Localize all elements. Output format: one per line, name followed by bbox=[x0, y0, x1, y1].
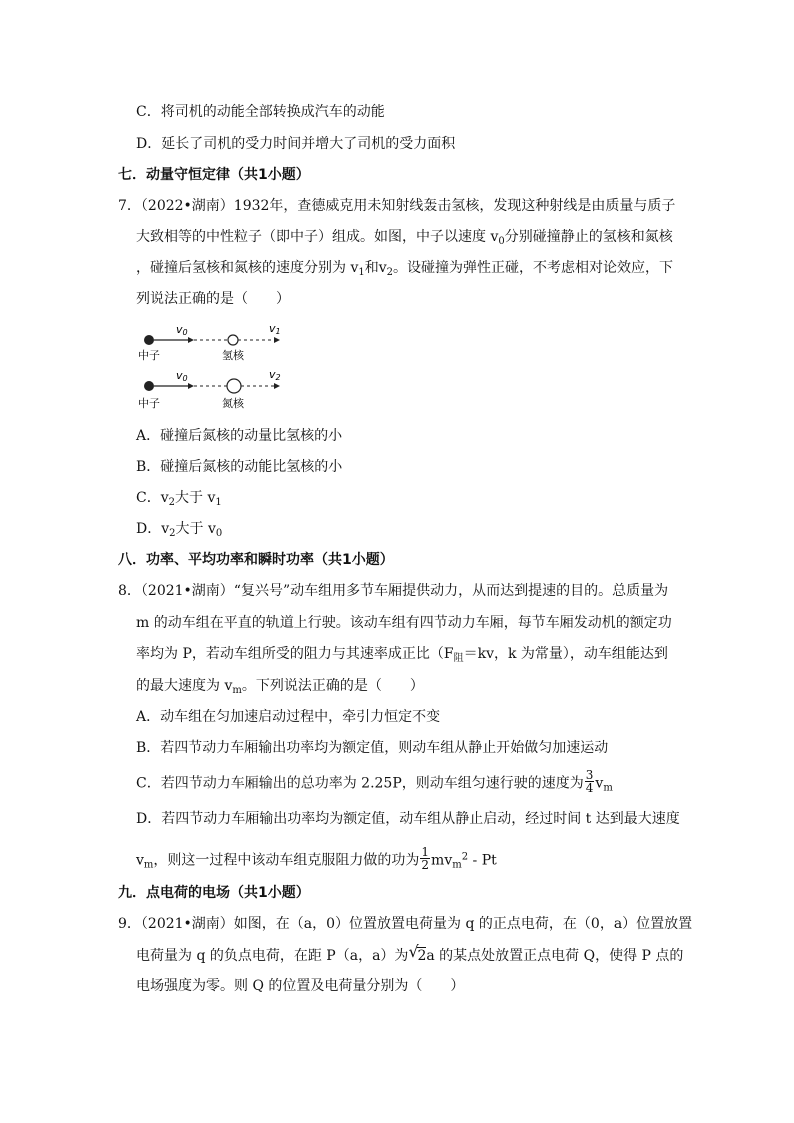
q7-option-b: B．碰撞后氮核的动能比氢核的小 bbox=[136, 459, 343, 475]
fraction-one-half: $\frac{1}{2}$ bbox=[421, 845, 430, 872]
q6-option-d: D．延长了司机的受力时间并增大了司机的受力面积 bbox=[136, 136, 456, 152]
neutron-label-1: 中子 bbox=[138, 349, 160, 362]
q8-option-b: B．若四节动力车厢输出功率均为额定值，则动车组从静止开始做匀加速运动 bbox=[136, 740, 609, 756]
collision-diagram-svg bbox=[136, 318, 296, 418]
v0-label-2: v0 bbox=[176, 369, 188, 383]
neutron-dot-2 bbox=[144, 381, 154, 391]
v0-arrowhead-1 bbox=[188, 337, 194, 343]
section-8-heading: 八．功率、平均功率和瞬时功率（共1小题） bbox=[118, 552, 394, 568]
neutron-label-2: 中子 bbox=[138, 397, 160, 410]
fraction-three-quarters: $\frac{3}{4}$ bbox=[585, 768, 594, 795]
v0-arrowhead-2 bbox=[188, 383, 194, 389]
q7-stem-line3: ，碰撞后氢核和氮核的速度分别为 $v_1$和$v_2$。设碰撞为弹性正碰，不考虑相对论效应，下 bbox=[136, 260, 674, 278]
q9-stem-line1: 9．（2021•湖南）如图，在（a，0）位置放置电荷量为 q 的正点电荷，在（0，a）位置放置 bbox=[118, 916, 693, 932]
nitrogen-nucleus bbox=[227, 379, 241, 393]
q7-stem-line2: 大致相等的中性粒子（即中子）组成。如图，中子以速度 $v_0$分别碰撞静止的氢核和氮核 bbox=[136, 229, 673, 247]
v1-label: v1 bbox=[269, 322, 281, 336]
v2-label: v2 bbox=[269, 368, 281, 382]
q8-stem-line2: m 的动车组在平直的轨道上行驶。该动车组有四节动力车厢，每节车厢发动机的额定功 bbox=[136, 615, 672, 631]
q8-stem-line4: 的最大速度为 $v_m$。下列说法正确的是（ ） bbox=[136, 678, 424, 696]
q8-stem-line1: 8．（2021•湖南）“复兴号”动车组用多节车厢提供动力，从而达到提速的目的。总质量为 bbox=[118, 583, 669, 599]
v1-arrowhead bbox=[274, 337, 280, 343]
section-9-heading: 九．点电荷的电场（共1小题） bbox=[118, 885, 310, 901]
q8-option-a: A．动车组在匀加速启动过程中，牵引力恒定不变 bbox=[136, 709, 441, 725]
q7-option-c: C．$v_2$大于 $v_1$ bbox=[136, 490, 222, 508]
q8-option-d-line2: $v_m$，则这一过程中该动车组克服阻力做的功为 $\frac{1}{2}$ $mv_m^2$ - Pt bbox=[136, 845, 497, 872]
q7-option-d: D．$v_2$大于 $v_0$ bbox=[136, 521, 223, 539]
hydrogen-label: 氢核 bbox=[222, 349, 244, 362]
neutron-dot-1 bbox=[144, 335, 154, 345]
q8-stem-line3: 率均为 P，若动车组所受的阻力与其速率成正比（$F_阻=kv$，k 为常量），动车组能达到 bbox=[136, 646, 668, 664]
q7-option-a: A．碰撞后氮核的动量比氢核的小 bbox=[136, 428, 343, 444]
q8-option-d-line1: D．若四节动力车厢输出功率均为额定值，动车组从静止启动，经过时间 t 达到最大速度 bbox=[136, 811, 680, 827]
q7-stem-line4: 列说法正确的是（ ） bbox=[136, 291, 290, 307]
q9-stem-line3: 电场强度为零。则 Q 的位置及电荷量分别为（ ） bbox=[136, 978, 465, 994]
v2-arrowhead bbox=[274, 383, 280, 389]
sqrt-symbol: √ 2 bbox=[408, 942, 427, 964]
q8-option-c: C．若四节动力车厢输出的总功率为 2.25P，则动车组匀速行驶的速度为 $\frac{3}{4}$ $v_m$ bbox=[136, 768, 613, 795]
v0-label-1: v0 bbox=[176, 323, 188, 337]
q7-stem-line1: 7．（2022•湖南）1932年，查德威克用未知射线轰击氢核，发现这种射线是由质量与质子 bbox=[118, 198, 676, 214]
collision-diagram bbox=[136, 318, 296, 422]
q9-stem-line2: 电荷量为 q 的负点电荷，在距 P（a，a）为 √ 2a 的某点处放置正点电荷 Q，使得 P 点的 bbox=[136, 942, 684, 964]
hydrogen-nucleus bbox=[228, 335, 238, 345]
section-7-heading: 七．动量守恒定律（共1小题） bbox=[118, 167, 310, 183]
nitrogen-label: 氮核 bbox=[222, 397, 244, 410]
q6-option-c: C．将司机的动能全部转换成汽车的动能 bbox=[136, 104, 385, 120]
